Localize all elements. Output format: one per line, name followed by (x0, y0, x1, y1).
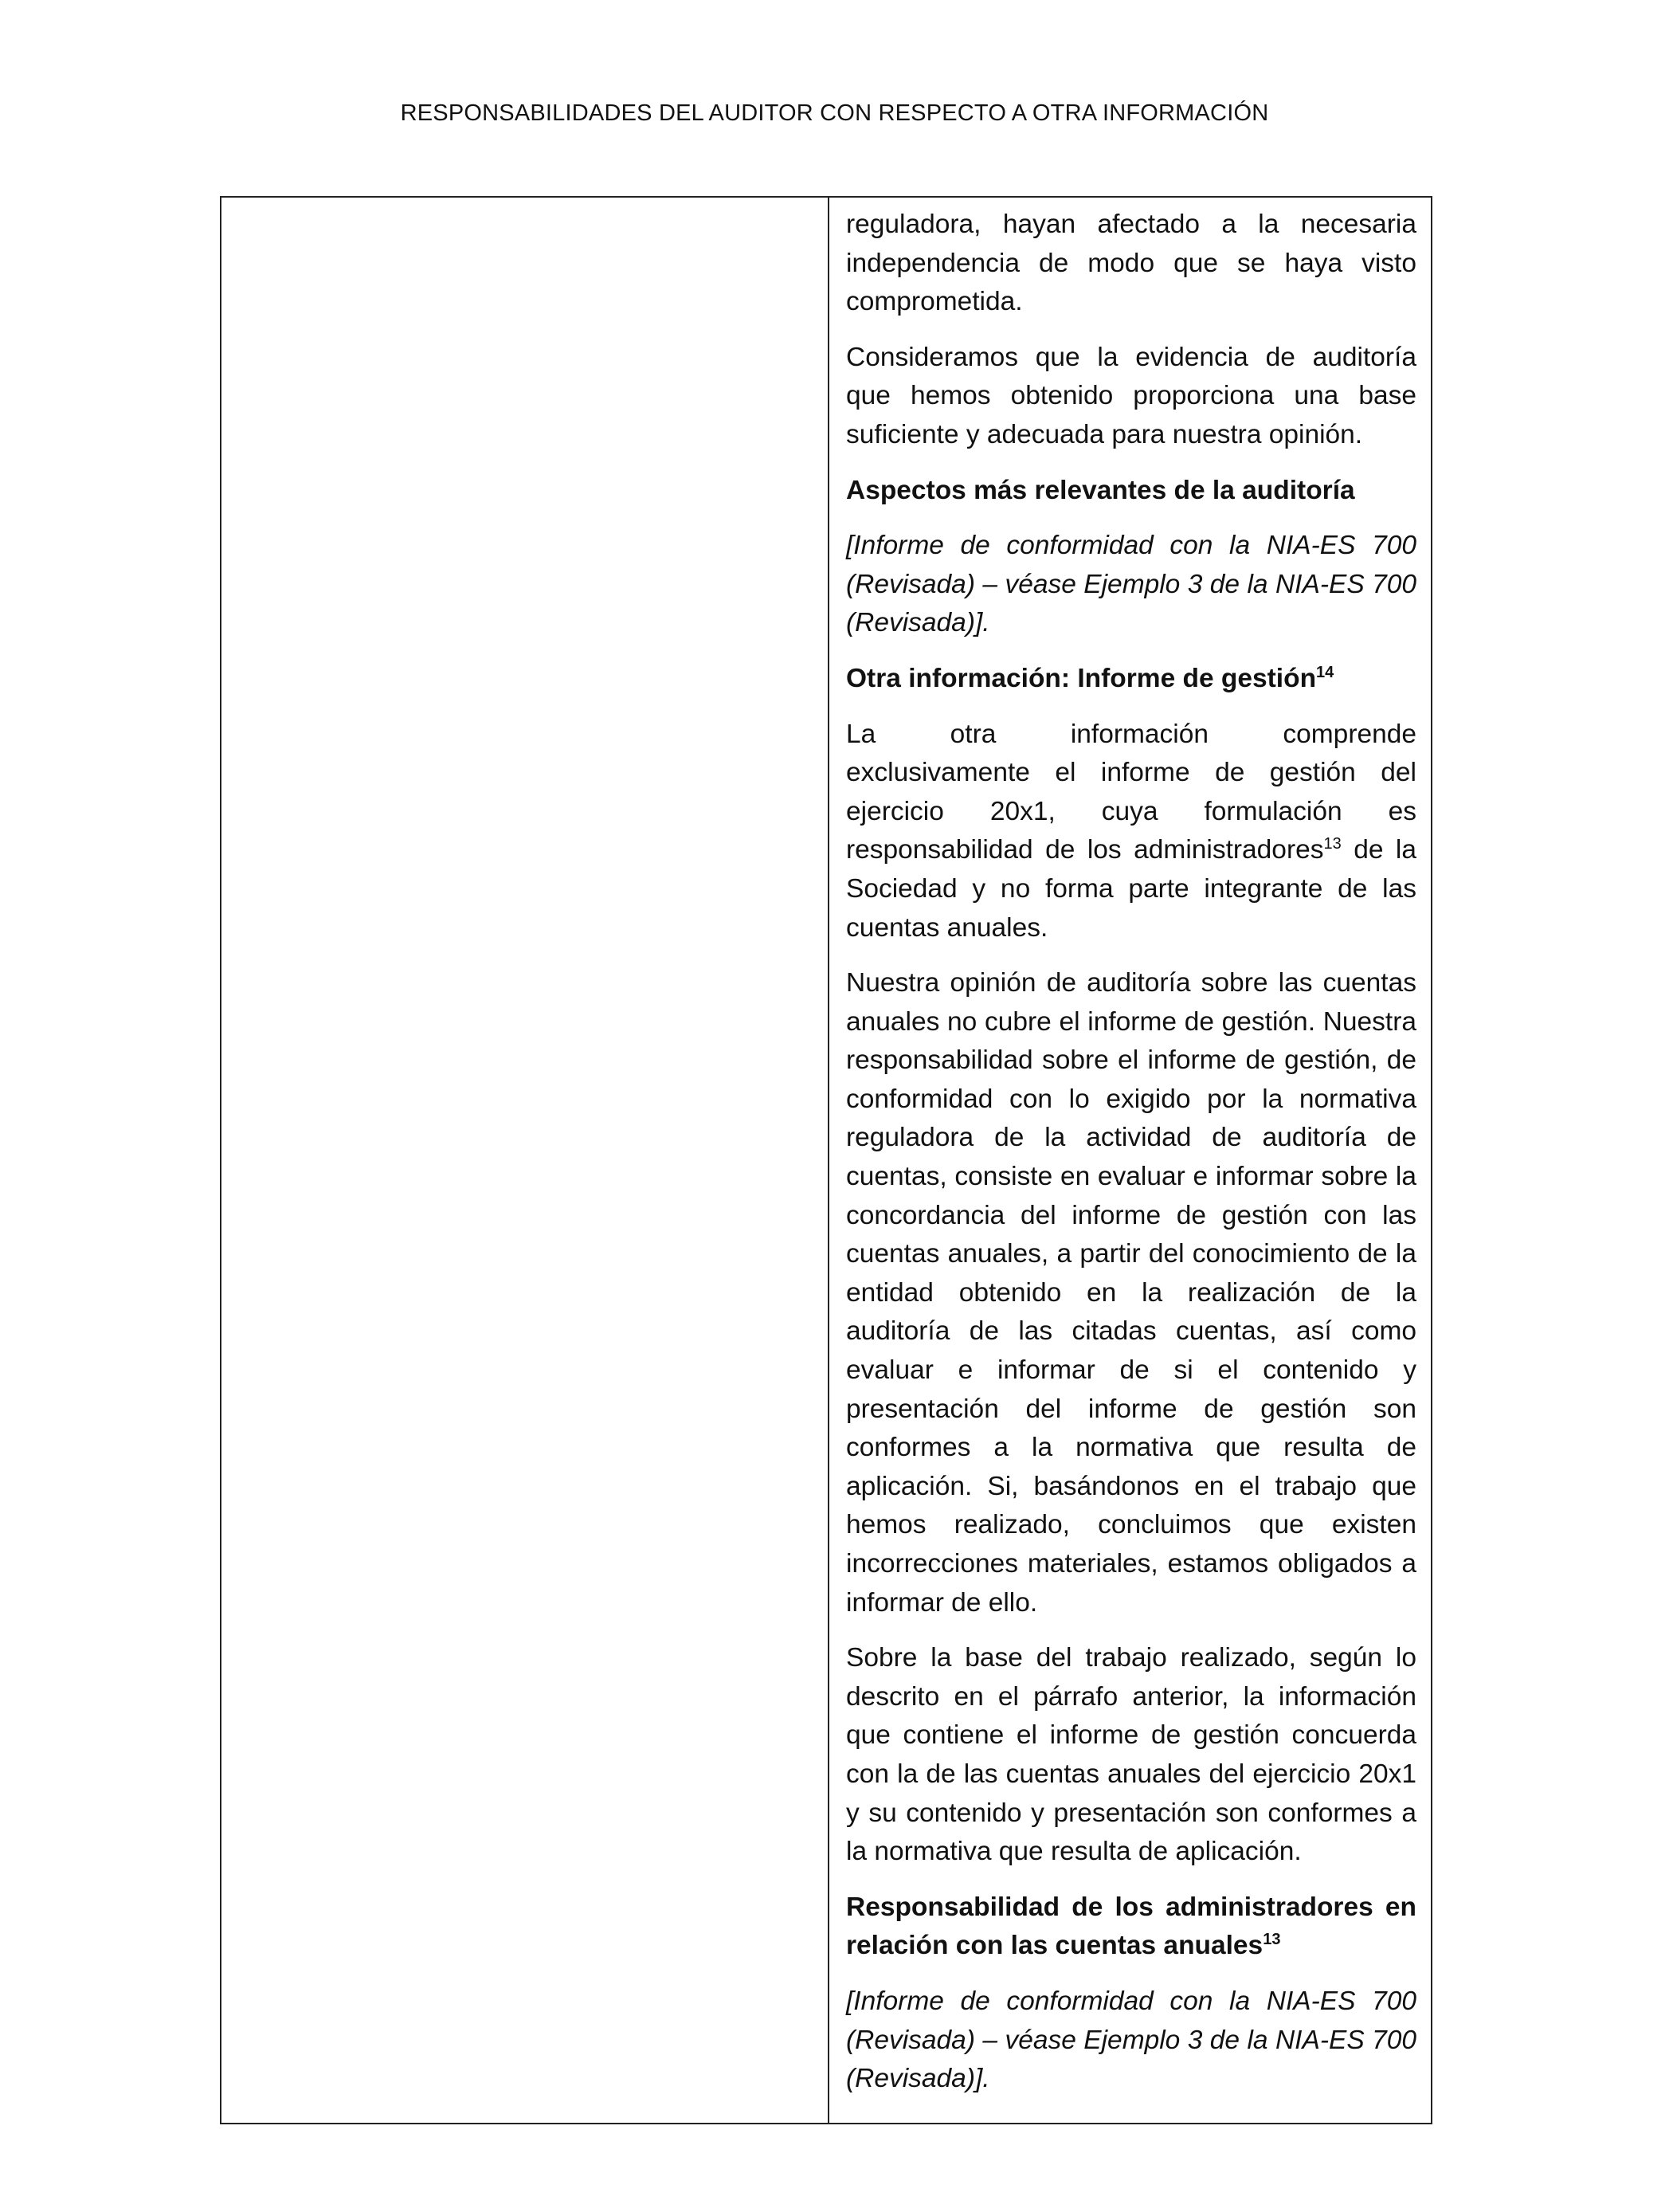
paragraph-other-information-line1: La otra información comprende (846, 719, 1416, 749)
footnote-ref-13-a: 13 (1323, 835, 1342, 853)
reference-nia-700-first: [Informe de conformidad con la NIA-ES 700 (Revisada) – véase Ejemplo 3 de la NIA-ES 700 (Revisada)]. (846, 531, 1416, 638)
reference-nia-700-second: [Informe de conformidad con la NIA-ES 700 (Revisada) – véase Ejemplo 3 de la NIA-ES 700 (Revisada)]. (846, 1986, 1416, 2094)
paragraph-evidence: Consideramos que la evidencia de auditoría que hemos obtenido proporciona una base suficiente y adecuada para nuestra opinión. (846, 342, 1416, 449)
heading-other-information-text: Otra información: Informe de gestión (846, 663, 1317, 693)
paragraph-other-information (846, 716, 1416, 948)
heading-directors-responsibility (846, 1888, 1416, 1966)
paragraph-independence: reguladora, hayan afectado a la necesaria independencia de modo que se haya visto comprometida. (846, 210, 1416, 317)
table-left-column (221, 198, 829, 2123)
paragraph-other-information-part-b: de la Sociedad y no forma parte integrante de las cuentas anuales. (846, 835, 1417, 943)
paragraph-other-information-part-a: exclusivamente el informe de gestión del ejercicio 20x1, cuya formulación es responsabilidad de los administradores (846, 758, 1416, 865)
footnote-ref-13-b: 13 (1263, 1931, 1281, 1949)
page-header: RESPONSABILIDADES DEL AUDITOR CON RESPECTO A OTRA INFORMACIÓN (400, 100, 1269, 126)
paragraph-conclusion: Sobre la base del trabajo realizado, según lo descrito en el párrafo anterior, la información que contiene el informe de gestión concuerda con la de las cuentas anuales del ejercicio 20x1 y su contenido y presentación son conformes a la normativa que resulta de aplicación. (846, 1643, 1416, 1867)
footnote-ref-14: 14 (1316, 663, 1334, 681)
heading-directors-responsibility-text: Responsabilidad de los administradores en relación con las cuentas anuales (846, 1892, 1416, 1961)
heading-other-information (846, 660, 1416, 699)
paragraph-auditor-responsibility: Nuestra opinión de auditoría sobre las cuentas anuales no cubre el informe de gestión. Nuestra responsabilidad sobre el informe de gestión, de conformidad con lo exigido por la normativa reguladora de la actividad de auditoría de cuentas, consiste en evaluar e informar sobre la concordancia del informe de gestión con las cuentas anuales, a partir del conocimiento de la entidad obtenido en la realización de la auditoría de las citadas cuentas, así como evaluar e informar de si el contenido y presentación del informe de gestión son conformes a la normativa que resulta de aplicación. Si, basándonos en el trabajo que hemos realizado, concluimos que existen incorrecciones materiales, estamos obligados a informar de ello. (846, 968, 1416, 1618)
table-right-column (829, 198, 1431, 2123)
heading-key-audit-matters: Aspectos más relevantes de la auditoría (846, 475, 1355, 505)
document-table (220, 196, 1432, 2124)
